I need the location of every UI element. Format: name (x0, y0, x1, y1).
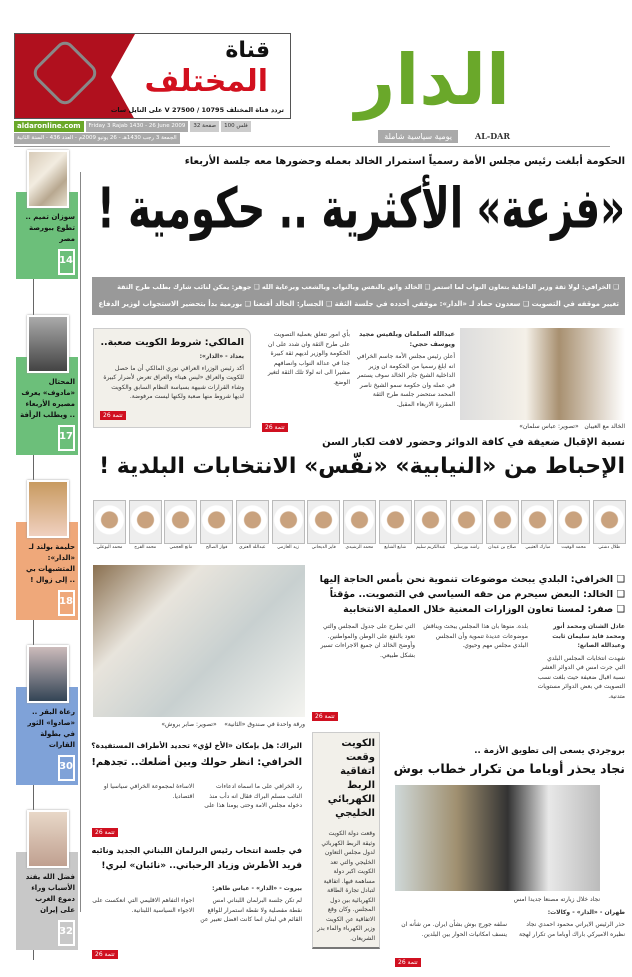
candidate-photo (164, 500, 197, 544)
lebanon-byline: بيروت - «الدار» - عباس طاهر: (212, 885, 302, 892)
teaser-photo (27, 150, 69, 208)
continued-tag[interactable]: تتمة 26 (100, 411, 126, 420)
ad-title-line1: قناة (225, 38, 270, 63)
candidate-photo (272, 500, 305, 544)
teaser-text: رعاة البقر .. «صادوا» الثور في بطولة القارات (27, 708, 75, 749)
logo-english: AL-DAR (475, 131, 510, 141)
bullets-line-1: ❑ الخرافي: لولا ثقة وزير الداخلية بتعاون النواب لما استمر ❑ الخالد واثق بالنفس وبالنواب وبالشعب وبرعاية الله ❑ جوهر: يمكن لنائب شارك بطلب طرح الثقة (117, 283, 619, 291)
candidate-name: محمد الرشيدي (345, 545, 374, 550)
candidate-card[interactable] (414, 500, 447, 550)
candidate-photo (93, 500, 126, 544)
continued-tag[interactable]: تتمة 26 (312, 712, 338, 721)
maliki-box (93, 328, 251, 428)
website-link[interactable]: aldaronline.com (14, 121, 84, 132)
candidate-name: محمد الوقيت (561, 545, 586, 550)
candidate-name: شايع الشايع (384, 545, 407, 550)
continued-tag[interactable]: تتمة 26 (92, 950, 118, 959)
candidate-card[interactable] (557, 500, 590, 550)
lead-byline: عبدالله السلمان وبلقيس مجيد ويوسف حجي: (359, 330, 455, 348)
candidate-card[interactable] (521, 500, 554, 550)
candidate-card[interactable] (379, 500, 412, 550)
iran-body: حذر الرئيس الايراني محمود احمدي نجاد نظيره الاميركي باراك أوباما من تكرار لهجة سلفه جورج بوش بشأن ايران. من شأنه ان ينسف امكانيات الحوار بين البلدين. (401, 921, 625, 938)
teaser-photo (27, 480, 69, 538)
lead-bullets (92, 277, 625, 315)
candidate-portraits (93, 500, 626, 550)
candidate-photo (486, 500, 519, 544)
candidate-card[interactable] (343, 500, 376, 550)
bullets-line-2: تغيير موقفه في التصويت ❑ سعدون حماد لـ «الدار»: موقفي أحدده في جلسة الثقة ❑ الجسار: الخالد أقنعنا ❑ بورمية بدأ بتحضير الاستجواب لوزير الدفاع (98, 300, 619, 308)
candidate-card[interactable] (129, 500, 162, 550)
lead-photo-caption: الخالد مع العيبان «تصوير: عباس سلمان» (519, 423, 625, 430)
candidate-name: مبارك العتيبي (525, 545, 551, 550)
candidate-card[interactable] (450, 500, 483, 550)
candidate-photo (557, 500, 590, 544)
grid-box (312, 732, 380, 949)
municipal-byline: عادل الشنان ومحمد أنور ومحمد فايد سليمان ثابت وعبدالله الصانع: (552, 623, 625, 649)
candidate-name: طلال دشتي (598, 545, 621, 550)
candidate-name: عبدالله العنزي (239, 545, 266, 550)
barrak-headline[interactable]: الخرافي: انظر حولك وبين أضلعك.. تجدهم! (91, 757, 302, 768)
continued-tag[interactable]: تتمة 26 (92, 828, 118, 837)
candidate-photo (521, 500, 554, 544)
issue-info-strip (14, 121, 304, 144)
lead-kicker: الحكومة أبلغت رئيس مجلس الأمة رسمياً استمرار الخالد بعمله وحضورها معه جلسة الأربعاء (184, 156, 625, 167)
lead-text-block (355, 330, 455, 409)
candidate-photo (343, 500, 376, 544)
nejad-photo[interactable] (395, 785, 600, 891)
sidebar-item-4[interactable] (16, 645, 78, 785)
page-number: 30 (58, 755, 75, 781)
candidate-name: محمد الفرج (134, 545, 157, 550)
date-arabic: الجمعة 3 رجب 1430هـ - 26 يونيو 2009م - العدد 436 - السنة الثانية (14, 133, 180, 144)
candidate-name: فايز الديحاني (311, 545, 336, 550)
candidate-name: زيد العازمي (277, 545, 299, 550)
iran-kicker: بروجردي يسعى إلى تطويق الأزمة .. (474, 746, 625, 756)
masthead-divider (14, 146, 610, 147)
municipal-text-block (535, 622, 625, 701)
lead-photo[interactable] (460, 328, 625, 420)
candidate-card[interactable] (307, 500, 340, 550)
municipal-kicker: نسبة الإقبال ضعيفة في كافة الدوائر وحضور لافت لكبار السن (322, 437, 625, 448)
teaser-photo (27, 315, 69, 373)
teaser-text: سوزان تميم .. تطوع ببورصة مصر (25, 213, 75, 243)
teaser-photo (27, 810, 69, 868)
candidate-name: محمد البوعلي (96, 545, 123, 550)
ballot-photo-caption: ورقة واحدة في صندوق «الثانية» «تصوير: صابر بروش» (161, 721, 305, 728)
teaser-photo (27, 645, 69, 703)
bullet-item: ❑ صفر: لمسنا تعاون الوزارات المعنية خلال العملية الانتخابية (343, 604, 625, 615)
municipal-column-1: شهدت انتخابات المجلس البلدي التي جرت امس في الدوائر العشر نسبة اقبال ضعيفة حيث بلغت نسب التصويت في بعض الدوائر مستويات متدنية. (537, 654, 625, 700)
iran-byline: طهران - «الدار» - وكالات: (547, 909, 625, 916)
candidate-name: مانع العجمي (169, 545, 193, 550)
candidate-name: راشد بورسلي (453, 545, 480, 550)
grid-headline[interactable]: الكويت وقعت اتفاقية الربط الكهربائي الخليجي (327, 738, 375, 819)
price: 100 فلس (221, 121, 251, 132)
municipal-headline[interactable]: الإحباط من «النيابية» «نفّس» الانتخابات البلدية ! (99, 454, 625, 479)
maliki-headline[interactable]: المالكي: شروط الكويت صعبة.. (100, 337, 244, 348)
candidate-photo (200, 500, 233, 544)
candidate-photo (379, 500, 412, 544)
candidate-photo (129, 500, 162, 544)
maliki-byline: بغداد - «الدار»: (199, 353, 244, 360)
candidate-card[interactable] (486, 500, 519, 550)
candidate-card[interactable] (164, 500, 197, 550)
page-number: 17 (58, 425, 75, 451)
date-english: Friday 3 Rajab 1430 - 26 June 2009 (86, 121, 189, 132)
ad-title-line2: المختلف (144, 64, 268, 99)
nejad-photo-caption: نجاد خلال زيارته مصنعا جديدا امس (513, 896, 600, 903)
teaser-text: حليمة بولند لـ «الدار»: المتشبهات بي .. إلى زوال ! (26, 543, 75, 584)
sidebar-item-5[interactable] (16, 810, 78, 950)
newspaper-logo[interactable] (310, 34, 510, 144)
candidate-name: عبدالكريم سليم (416, 545, 446, 550)
barrak-body: رد الخرافي على ما اسماه ادعاءات النائب مسلم البراك فقال انه دأب منذ دخوله مجلس الامة وحتى يومنا هذا على الاساءة لمجموعة الخرافي سياسيا او اقتصاديا. (103, 783, 302, 809)
candidate-name: صلاح بن عيدان (488, 545, 517, 550)
municipal-column-3: التي تطرح على جدول المجلس والتي تعود بالنفع على الوطن والمواطنين. وأوضح الخالد ان جميع الاجراءات تسير بشكل طبيعي. (320, 623, 415, 659)
pages-count: 32 صفحة (190, 121, 219, 132)
sidebar-divider (80, 172, 81, 912)
lead-column-1: أعلن رئيس مجلس الأمة جاسم الخرافي انه ابلغ رسميا من الحكومة ان وزير الداخلية الشيخ جابر الخالد سوف يستمر في عمله وان حكومة سمو الشيخ ناصر المحمد ستحضر جلسة طرح الثقة المقررة الاربعاء المقبل. (356, 353, 455, 408)
candidate-photo (236, 500, 269, 544)
page-number: 18 (58, 590, 75, 616)
continued-tag[interactable]: تتمة 26 (262, 423, 288, 432)
continued-tag[interactable]: تتمة 26 (395, 958, 421, 967)
candidate-card[interactable] (236, 500, 269, 550)
municipal-bullets (312, 572, 625, 617)
candidate-card[interactable] (272, 500, 305, 550)
teaser-text: فضل الله يفند الأسباب وراء دموع الغرب على إيران (25, 873, 75, 914)
candidate-name: فواز الصالح (205, 545, 228, 550)
candidate-card[interactable] (93, 500, 126, 550)
logo-mark: الدار (354, 39, 510, 121)
advertisement-banner[interactable] (14, 33, 291, 119)
sidebar-item-1[interactable] (16, 150, 78, 279)
sidebar-item-3[interactable] (16, 480, 78, 620)
barrak-kicker: البراك: هل بإمكان «الأخ لؤي» تحديد الأطراف المستفيدة؟ (91, 741, 302, 750)
grid-body: وقعت دولة الكويت وثيقة الربط الكهربائي لدول مجلس التعاون الخليجي والتي تعد الكويت اكبر دولة مساهمة فيها. اتفاقية لتبادل تجارة الطاقة الكهربائية بين دول المجلس. وكان وقع الاتفاقية عن الكويت وزير الكهرباء والماء بدر الشريعان. (317, 830, 375, 942)
ad-frequency: تردد قناة المختلف 10795 / 27500 V على النايل سات (110, 106, 284, 114)
candidate-photo (593, 500, 626, 544)
page-number: 32 (58, 920, 75, 946)
candidate-card[interactable] (593, 500, 626, 550)
lead-headline[interactable]: «فزعة» الأكثرية .. حكومية ! (97, 176, 625, 242)
logo-tagline: يومية سياسية شاملة (378, 130, 458, 143)
page-number: 14 (58, 249, 75, 275)
bullet-item: ❑ الخرافي: البلدي يبحث موضوعات تنموية نحن بأمس الحاجة إليها (319, 574, 625, 585)
lebanon-kicker: في جلسة انتخاب رئيس البرلمان اللبناني الجديد ونائبه (91, 846, 302, 855)
iran-headline[interactable]: نجاد يحذر أوباما من تكرار خطاب بوش (393, 761, 625, 776)
sidebar-item-2[interactable] (16, 315, 78, 455)
lebanon-body: لم تكن جلسة البرلمان اللبناني امس نقطة مفصلية ولا نقطة استمرار للواقع القائم في لبنان انما كانت افضل تعبير عن اجواء التفاهم الاقليمي التي انعكست على الاجواء السياسية اللبنانية. (92, 897, 302, 923)
candidate-photo (307, 500, 340, 544)
ballot-box-photo[interactable] (93, 565, 305, 717)
teaser-text: المحتال «مادوف» يعرف مصيره الأربعاء .. ويطلب الرأفة (20, 378, 75, 419)
candidate-photo (414, 500, 447, 544)
municipal-column-2: بلده. منوها بان هذا المجلس يبحث ويناقش موضوعات عديدة تنموية وأن المجلس البلدي مجلس مهم وحيوي. (423, 623, 528, 649)
bullet-item: ❑ الخالد: البعض سيحرم من حقه السياسي في التصويت.. مؤقتاً (329, 589, 625, 600)
lead-column-2: بأي امور تتعلق بعملية التصويت على طرح الثقة وان شدد على ان الحكومة والوزير لديهم ثقة كبيرة جدا في عدالة النواب وانصافهم مشيرا الى انه لولا تلك الثقة لتغير الوضع. (267, 331, 350, 386)
lebanon-headline[interactable]: فريد الأطرش وزياد الرحباني.. «نائبان» لبري! (101, 861, 302, 871)
candidate-photo (450, 500, 483, 544)
maliki-body: أكد رئيس الوزراء العراقي نوري المالكي أن ما حصل للكويت والعراق «ليس هينا» والعراق تعرض لأضرار كبيرة وشاء القرارات شبيهة بسياسة النظام السابق والكويت لديها شروط منها صعبة ولكنها ليست مرفوضة. (103, 364, 244, 400)
candidate-card[interactable] (200, 500, 233, 550)
